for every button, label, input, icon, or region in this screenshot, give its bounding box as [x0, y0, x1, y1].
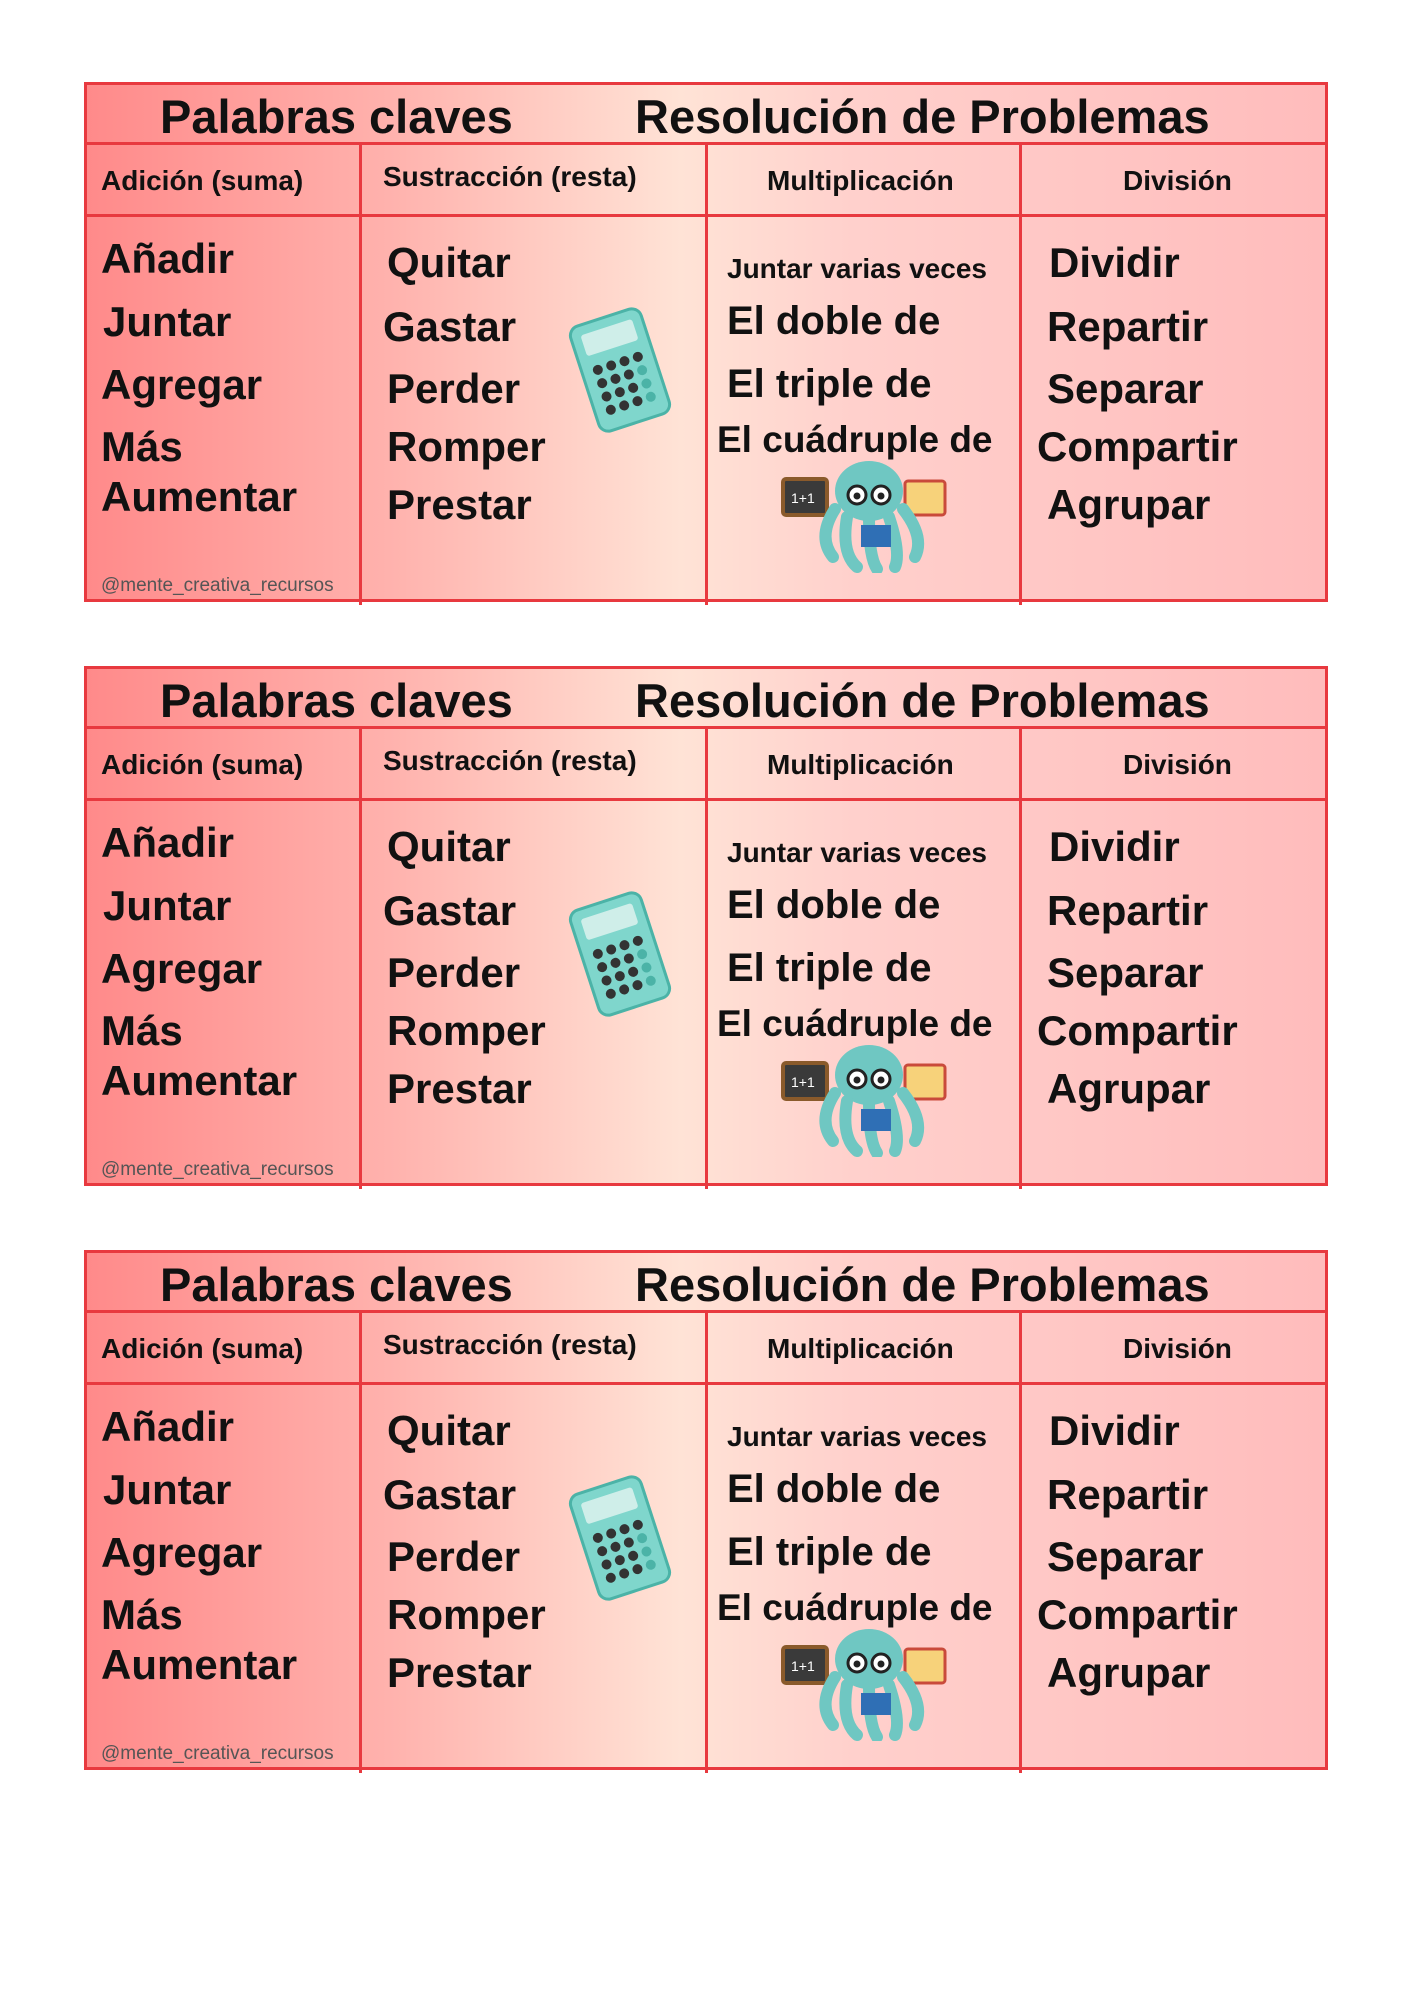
author-handle: @mente_creativa_recursos [101, 575, 334, 596]
calculator-icon [565, 307, 675, 433]
header-adicion: Adición (suma) [101, 1333, 304, 1364]
word-el-triple-de: El triple de [727, 1530, 932, 1574]
word-anadir: Añadir [101, 1403, 235, 1450]
word-dividir: Dividir [1049, 823, 1180, 870]
card-title-row [87, 669, 1325, 729]
word-quitar: Quitar [387, 823, 511, 870]
word-agregar: Agregar [101, 1529, 263, 1576]
word-compartir: Compartir [1037, 423, 1238, 470]
author-handle: @mente_creativa_recursos [101, 1743, 334, 1764]
word-aumentar: Aumentar [101, 1057, 298, 1104]
word-agrupar: Agrupar [1047, 481, 1211, 528]
column-divider [1019, 729, 1022, 1189]
word-romper: Romper [387, 1591, 546, 1638]
word-el-cuadruple-de: El cuádruple de [717, 1587, 993, 1628]
word-juntar: Juntar [103, 882, 232, 929]
keyword-card [84, 1250, 1328, 1770]
chalkboard-text: 1+1 [791, 490, 815, 506]
word-el-doble-de: El doble de [727, 1467, 941, 1511]
header-multiplicacion: Multiplicación [767, 1333, 954, 1364]
header-sustraccion: Sustracción (resta) [383, 161, 637, 192]
word-separar: Separar [1047, 1533, 1204, 1580]
header-division: División [1123, 1333, 1232, 1364]
word-el-doble-de: El doble de [727, 299, 941, 343]
header-sustraccion: Sustracción (resta) [383, 745, 637, 776]
word-juntar-varias-veces: Juntar varias veces [727, 1421, 987, 1452]
word-juntar-varias-veces: Juntar varias veces [727, 837, 987, 868]
column-divider [1019, 1313, 1022, 1773]
chalkboard-text: 1+1 [791, 1658, 815, 1674]
column-divider [1019, 145, 1022, 605]
header-division: División [1123, 165, 1232, 196]
word-separar: Separar [1047, 365, 1204, 412]
word-juntar: Juntar [103, 298, 232, 345]
card-title-row [87, 1253, 1325, 1313]
word-mas: Más [101, 1591, 183, 1638]
word-dividir: Dividir [1049, 1407, 1180, 1454]
word-gastar: Gastar [383, 303, 517, 350]
word-dividir: Dividir [1049, 239, 1180, 286]
word-aumentar: Aumentar [101, 473, 298, 520]
octopus-teacher-icon [777, 1041, 967, 1157]
word-repartir: Repartir [1047, 1471, 1209, 1518]
word-romper: Romper [387, 423, 546, 470]
octopus-teacher-icon [777, 1625, 967, 1741]
word-aumentar: Aumentar [101, 1641, 298, 1688]
word-el-cuadruple-de: El cuádruple de [717, 419, 993, 460]
word-perder: Perder [387, 1533, 521, 1580]
word-prestar: Prestar [387, 1649, 532, 1696]
word-el-doble-de: El doble de [727, 883, 941, 927]
header-multiplicacion: Multiplicación [767, 165, 954, 196]
column-divider [705, 1313, 708, 1773]
title-resolucion-problemas: Resolución de Problemas [635, 674, 1210, 727]
word-repartir: Repartir [1047, 887, 1209, 934]
word-el-triple-de: El triple de [727, 946, 932, 990]
keyword-card [84, 666, 1328, 1186]
word-mas: Más [101, 423, 183, 470]
word-agrupar: Agrupar [1047, 1649, 1211, 1696]
column-divider [705, 145, 708, 605]
header-adicion: Adición (suma) [101, 165, 304, 196]
word-perder: Perder [387, 949, 521, 996]
word-juntar-varias-veces: Juntar varias veces [727, 253, 987, 284]
word-prestar: Prestar [387, 481, 532, 528]
word-mas: Más [101, 1007, 183, 1054]
chalkboard-text: 1+1 [791, 1074, 815, 1090]
keyword-card [84, 82, 1328, 602]
title-palabras-claves: Palabras claves [160, 1258, 513, 1311]
word-anadir: Añadir [101, 235, 235, 282]
word-agregar: Agregar [101, 361, 263, 408]
word-gastar: Gastar [383, 887, 517, 934]
word-anadir: Añadir [101, 819, 235, 866]
word-romper: Romper [387, 1007, 546, 1054]
word-quitar: Quitar [387, 1407, 511, 1454]
word-repartir: Repartir [1047, 303, 1209, 350]
calculator-icon [565, 1475, 675, 1601]
word-agrupar: Agrupar [1047, 1065, 1211, 1112]
header-sustraccion: Sustracción (resta) [383, 1329, 637, 1360]
word-juntar: Juntar [103, 1466, 232, 1513]
word-quitar: Quitar [387, 239, 511, 286]
column-divider [705, 729, 708, 1189]
calculator-icon [565, 891, 675, 1017]
word-compartir: Compartir [1037, 1591, 1238, 1638]
title-resolucion-problemas: Resolución de Problemas [635, 1258, 1210, 1311]
column-divider [359, 729, 362, 1189]
word-perder: Perder [387, 365, 521, 412]
header-division: División [1123, 749, 1232, 780]
word-prestar: Prestar [387, 1065, 532, 1112]
column-divider [359, 1313, 362, 1773]
word-separar: Separar [1047, 949, 1204, 996]
title-palabras-claves: Palabras claves [160, 90, 513, 143]
title-palabras-claves: Palabras claves [160, 674, 513, 727]
header-multiplicacion: Multiplicación [767, 749, 954, 780]
word-el-cuadruple-de: El cuádruple de [717, 1003, 993, 1044]
word-agregar: Agregar [101, 945, 263, 992]
octopus-teacher-icon [777, 457, 967, 573]
header-adicion: Adición (suma) [101, 749, 304, 780]
column-divider [359, 145, 362, 605]
word-compartir: Compartir [1037, 1007, 1238, 1054]
word-gastar: Gastar [383, 1471, 517, 1518]
author-handle: @mente_creativa_recursos [101, 1159, 334, 1180]
word-el-triple-de: El triple de [727, 362, 932, 406]
title-resolucion-problemas: Resolución de Problemas [635, 90, 1210, 143]
card-title-row [87, 85, 1325, 145]
